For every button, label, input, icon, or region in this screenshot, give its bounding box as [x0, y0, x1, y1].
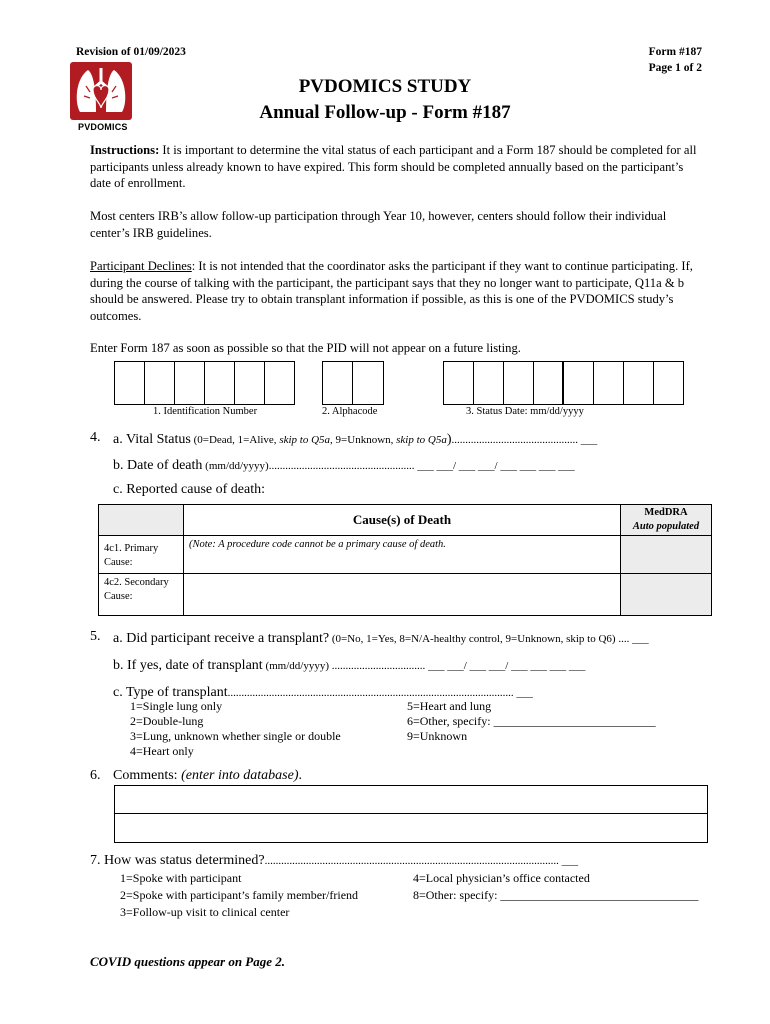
- primary-meddra-field: [621, 536, 712, 574]
- form-number: Form #187: [648, 46, 702, 58]
- q6-number: 6.: [90, 768, 101, 783]
- primary-cause-label: 4c1. Primary Cause:: [99, 536, 184, 574]
- q5b-format: (mm/dd/yyyy): [262, 660, 329, 672]
- q7-options-left: [120, 870, 358, 921]
- enter-form-note: Enter Form 187 as soon as possible so that the PID will not appear on a future listing.: [90, 341, 521, 355]
- q7-status-determined[interactable]: [90, 851, 578, 869]
- q5c-option: 9=Unknown: [407, 729, 468, 743]
- declines-text: : It is not intended that the coordinator asks the participant if they want to continue participating. If, during the course of talking with the participant, the participant says that they no longer want to participate, Q11a & b should be answered. Please try to obtain transplant information if possible, as this is one of the PVDOMICS study’s outcomes.: [90, 259, 693, 323]
- revision-date: Revision of 01/09/2023: [76, 46, 186, 58]
- meddra-header: [621, 505, 712, 536]
- q4a-skip-2: skip to Q5a: [396, 434, 447, 446]
- alphacode-label: 2. Alphacode: [322, 406, 378, 417]
- q5a-options: (0=No, 1=Yes, 8=N/A-healthy control, 9=Unknown, skip to Q6) .... ___: [329, 633, 649, 645]
- q4a-options-1: (0=Dead, 1=Alive,: [190, 434, 280, 446]
- q5b-answer-line: .................................. ___ ___/ ___ ___/ ___ ___ ___ ___: [329, 660, 586, 672]
- q5c-option: 6=Other, specify: ___________________________: [407, 714, 656, 728]
- q5c-option: 1=Single lung only: [130, 699, 223, 713]
- q4b-date-of-death[interactable]: [113, 456, 575, 474]
- instructions-paragraph: [90, 142, 702, 192]
- q7-option: 3=Follow-up visit to clinical center: [120, 905, 290, 919]
- q5c-options-left: [130, 699, 341, 759]
- q5c-answer-line: ........................................................................................................ ___: [227, 687, 533, 699]
- q7-answer-line: ........................................................................................................... ___: [264, 855, 579, 867]
- q5c-option: 3=Lung, unknown whether single or double: [130, 729, 341, 743]
- secondary-cause-field[interactable]: [184, 574, 621, 616]
- instructions-text: It is important to determine the vital status of each participant and a Form 187 should be completed for all participants unless already known to have expired. This form should be completed annually based on the participant’s date of enrollment.: [90, 143, 697, 190]
- q4b-answer-line: ..................................................... ___ ___/ ___ ___/ ___ ___ ___ ___: [268, 460, 575, 472]
- q4-number: 4.: [90, 430, 101, 445]
- q5a-label: a. Did participant receive a transplant?: [113, 631, 330, 646]
- secondary-cause-label: 4c2. Secondary Cause:: [99, 574, 184, 616]
- q5c-option: 4=Heart only: [130, 744, 194, 758]
- alphacode-boxes[interactable]: [322, 361, 384, 405]
- q7-option: 4=Local physician’s office contacted: [413, 871, 590, 885]
- q7-label: 7. How was status determined?: [90, 853, 265, 868]
- q6-label: Comments:: [113, 768, 182, 783]
- q4a-skip-1: skip to Q5a: [279, 434, 331, 446]
- comments-divider: [115, 813, 707, 814]
- cause-of-death-table: [98, 504, 712, 616]
- meddra-label: MedDRA: [644, 507, 688, 518]
- q4a-label: a. Vital Status: [113, 432, 191, 447]
- page-title: PVDOMICS STUDY: [298, 76, 472, 97]
- q5c-label: c. Type of transplant: [113, 685, 228, 700]
- comments-box[interactable]: [114, 785, 708, 843]
- q7-options-right: [413, 870, 698, 904]
- q7-option: 2=Spoke with participant’s family member/friend: [120, 888, 359, 902]
- q4b-format: (mm/dd/yyyy): [202, 460, 269, 472]
- q4b-label: b. Date of death: [113, 458, 203, 473]
- covid-note: COVID questions appear on Page 2.: [90, 954, 286, 969]
- q4c-label: c. Reported cause of death:: [113, 482, 265, 497]
- q5c-option: 2=Double-lung: [130, 714, 204, 728]
- q6-hint: (enter into database): [181, 768, 299, 783]
- identification-label: 1. Identification Number: [153, 406, 258, 417]
- status-date-boxes[interactable]: [443, 361, 684, 405]
- q4a-options-2: , 9=Unknown,: [330, 434, 397, 446]
- q6-tail: .: [298, 768, 302, 783]
- q5b-label: b. If yes, date of transplant: [113, 658, 263, 673]
- logo-text: PVDOMICS: [78, 122, 128, 132]
- q4a-vital-status[interactable]: [113, 430, 597, 448]
- q7-option: 8=Other: specify: _________________________________: [413, 888, 699, 902]
- declines-label: Participant Declines: [90, 259, 192, 273]
- q5c-options-right: [407, 699, 656, 744]
- q5b-transplant-date[interactable]: [113, 656, 585, 674]
- status-date-label: 3. Status Date: mm/dd/yyyy: [466, 406, 584, 417]
- q4a-answer-line: .............................................. ___: [451, 434, 598, 446]
- q7-option: 1=Spoke with participant: [120, 871, 242, 885]
- q5c-option: 5=Heart and lung: [407, 699, 492, 713]
- identification-number-boxes[interactable]: [114, 361, 295, 405]
- q6-comments-label: [113, 768, 302, 784]
- q4a-options-3: ): [446, 432, 452, 447]
- q5-number: 5.: [90, 629, 101, 644]
- irb-paragraph: Most centers IRB’s allow follow-up participation through Year 10, however, centers should follow their individual center’s IRB guidelines.: [90, 209, 667, 240]
- q5a-transplant[interactable]: [113, 629, 649, 647]
- instructions-label: Instructions:: [90, 143, 160, 157]
- page-subtitle: Annual Follow-up - Form #187: [259, 102, 511, 123]
- page-number: Page 1 of 2: [648, 62, 702, 74]
- cause-header: Cause(s) of Death: [184, 505, 621, 536]
- primary-cause-field[interactable]: (Note: A procedure code cannot be a primary cause of death.: [184, 536, 621, 574]
- meddra-auto: Auto populated: [632, 521, 700, 532]
- declines-paragraph: [90, 258, 702, 324]
- secondary-meddra-field: [621, 574, 712, 616]
